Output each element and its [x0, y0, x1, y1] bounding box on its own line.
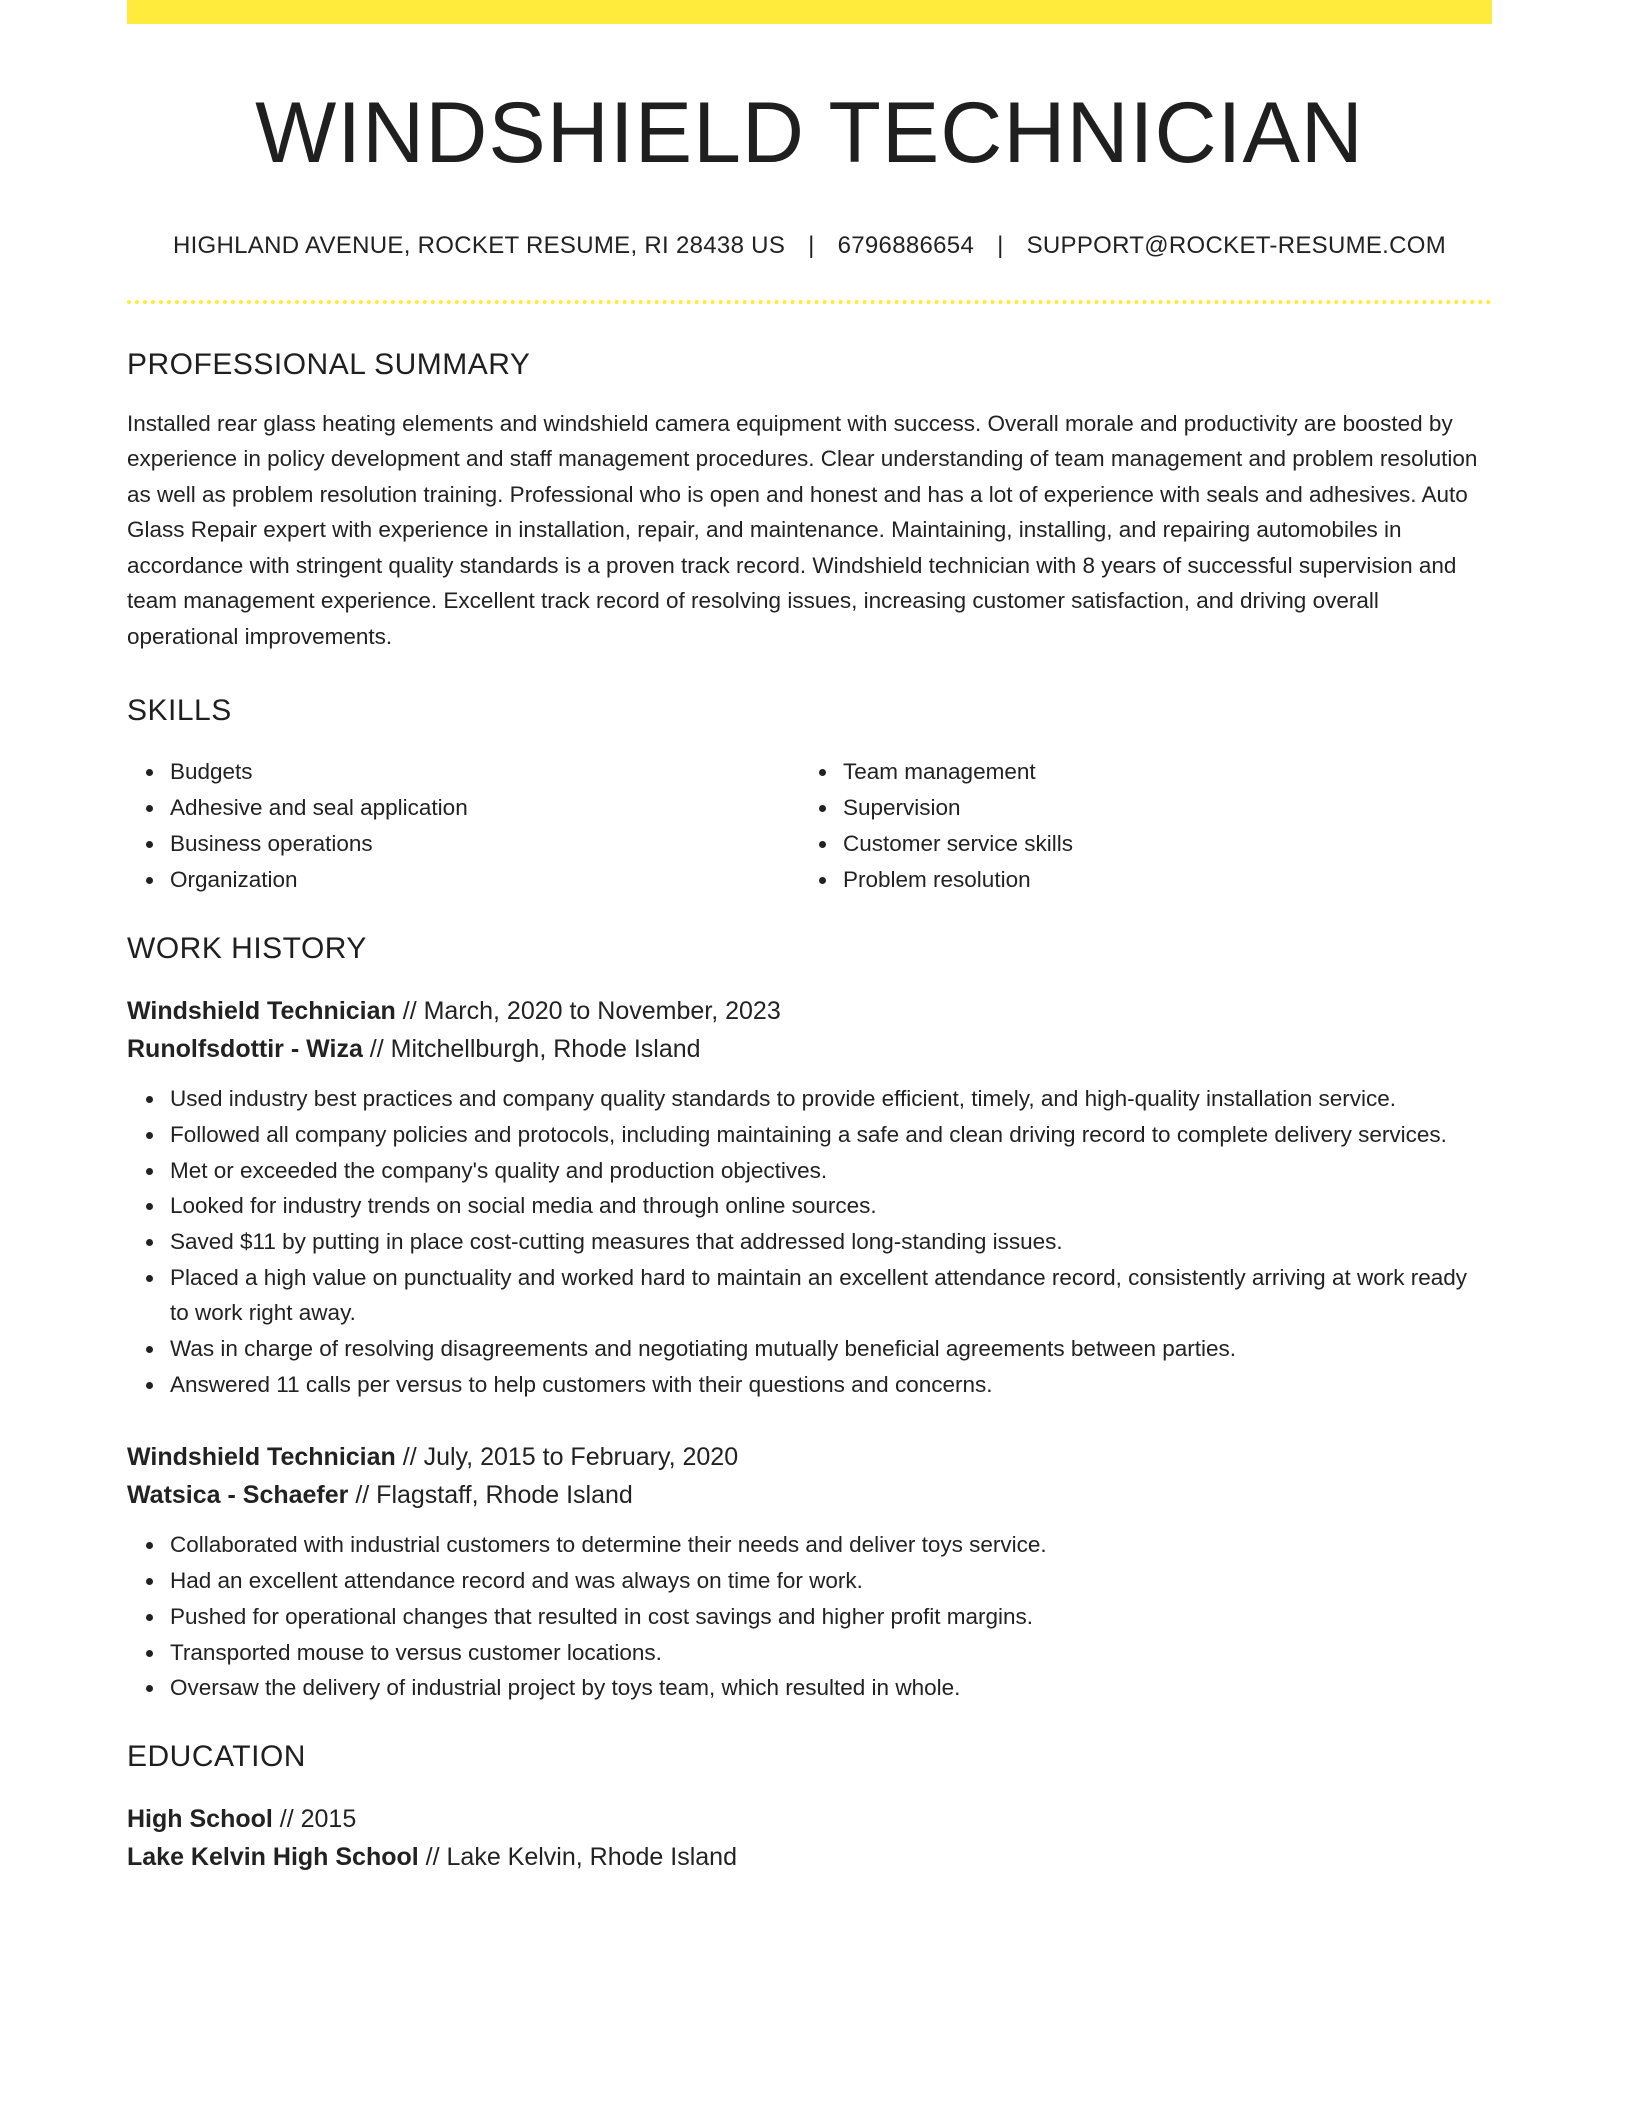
contact-line [127, 232, 1492, 260]
job-bullet: Transported mouse to versus customer locations. [170, 1635, 1492, 1671]
job-location: // Mitchellburgh, Rhode Island [362, 1035, 701, 1064]
job-role: Windshield Technician [127, 1443, 396, 1472]
job-company-line [127, 1030, 1492, 1068]
skills-column-left [127, 754, 800, 898]
job-company: Runolfsdottir - Wiza [127, 1035, 363, 1064]
job-bullet: Met or exceeded the company's quality and production objectives. [170, 1153, 1492, 1189]
summary-text: Installed rear glass heating elements and windshield camera equipment with success. Overall morale and productivity are boosted by experience in policy development and staff management procedures. Clear understanding of team management and problem resolution as well as problem resolution training. Professional who is open and honest and has a lot of experience with seals and adhesives. Auto Glass Repair expert with experience in installation, repair, and maintenance. Maintaining, installing, and repairing automobiles in accordance with stringent quality standards is a proven track record. Windshield technician with 8 years of successful supervision and team management experience. Excellent track record of resolving issues, increasing customer satisfaction, and driving overall operational improvements. [127, 410, 1478, 649]
job-company-line [127, 1476, 1492, 1514]
job-bullet: Oversaw the delivery of industrial project by toys team, which resulted in whole. [170, 1670, 1492, 1706]
job-bullet: Pushed for operational changes that resulted in cost savings and higher profit margins. [170, 1599, 1492, 1635]
skills-list [127, 754, 1492, 898]
education-entry [127, 1800, 1492, 1876]
skill-item: Business operations [170, 826, 800, 862]
job-bullet: Looked for industry trends on social media and through online sources. [170, 1188, 1492, 1224]
contact-phone: 6796886654 [837, 231, 975, 259]
job-bullet: Followed all company policies and protocols, including maintaining a safe and clean driving record to complete delivery services. [170, 1117, 1492, 1153]
education-degree-line [127, 1800, 1492, 1838]
resume-page [127, 0, 1492, 1876]
job-bullets [127, 1527, 1492, 1706]
skill-item: Customer service skills [843, 826, 1473, 862]
contact-separator: | [997, 231, 1004, 259]
job-bullet: Had an excellent attendance record and was always on time for work. [170, 1563, 1492, 1599]
header-divider [127, 300, 1492, 304]
job-bullet: Collaborated with industrial customers to determine their needs and deliver toys service. [170, 1527, 1492, 1563]
work-history-heading: WORK HISTORY [127, 932, 367, 966]
job-entry [127, 992, 1492, 1402]
job-role-line [127, 1438, 1492, 1476]
skill-item: Supervision [843, 790, 1473, 826]
job-dates: // July, 2015 to February, 2020 [395, 1443, 739, 1472]
skill-item: Adhesive and seal application [170, 790, 800, 826]
job-bullet: Was in charge of resolving disagreements and negotiating mutually beneficial agreements between parties. [170, 1331, 1492, 1367]
education-location: // Lake Kelvin, Rhode Island [418, 1842, 737, 1871]
contact-separator: | [808, 231, 815, 259]
education-heading: EDUCATION [127, 1739, 306, 1773]
skill-item: Organization [170, 862, 800, 898]
job-location: // Flagstaff, Rhode Island [348, 1481, 633, 1510]
education-degree: High School [127, 1804, 273, 1833]
skills-column-right [800, 754, 1473, 898]
skill-item: Problem resolution [843, 862, 1473, 898]
contact-email: SUPPORT@ROCKET-RESUME.COM [1026, 231, 1447, 259]
job-bullet: Placed a high value on punctuality and worked hard to maintain an excellent attendance record, consistently arriving at work ready to work right away. [170, 1260, 1492, 1331]
job-bullet: Answered 11 calls per versus to help customers with their questions and concerns. [170, 1367, 1492, 1403]
top-accent-bar [127, 0, 1492, 24]
job-dates: // March, 2020 to November, 2023 [395, 997, 781, 1026]
skill-item: Team management [843, 754, 1473, 790]
summary-heading: PROFESSIONAL SUMMARY [127, 347, 531, 381]
job-bullet: Used industry best practices and company quality standards to provide efficient, timely, and high-quality installation service. [170, 1081, 1492, 1117]
education-year: // 2015 [272, 1804, 357, 1833]
job-entry [127, 1438, 1492, 1706]
job-company: Watsica - Schaefer [127, 1481, 349, 1510]
education-school: Lake Kelvin High School [127, 1842, 419, 1871]
skills-heading: SKILLS [127, 694, 232, 728]
contact-address: HIGHLAND AVENUE, ROCKET RESUME, RI 28438 US [172, 231, 786, 259]
education-school-line [127, 1838, 1492, 1876]
skill-item: Budgets [170, 754, 800, 790]
job-role: Windshield Technician [127, 997, 396, 1026]
job-bullet: Saved $11 by putting in place cost-cutting measures that addressed long-standing issues. [170, 1224, 1492, 1260]
job-bullets [127, 1081, 1492, 1402]
job-role-line [127, 992, 1492, 1030]
candidate-name: WINDSHIELD TECHNICIAN [255, 85, 1364, 181]
